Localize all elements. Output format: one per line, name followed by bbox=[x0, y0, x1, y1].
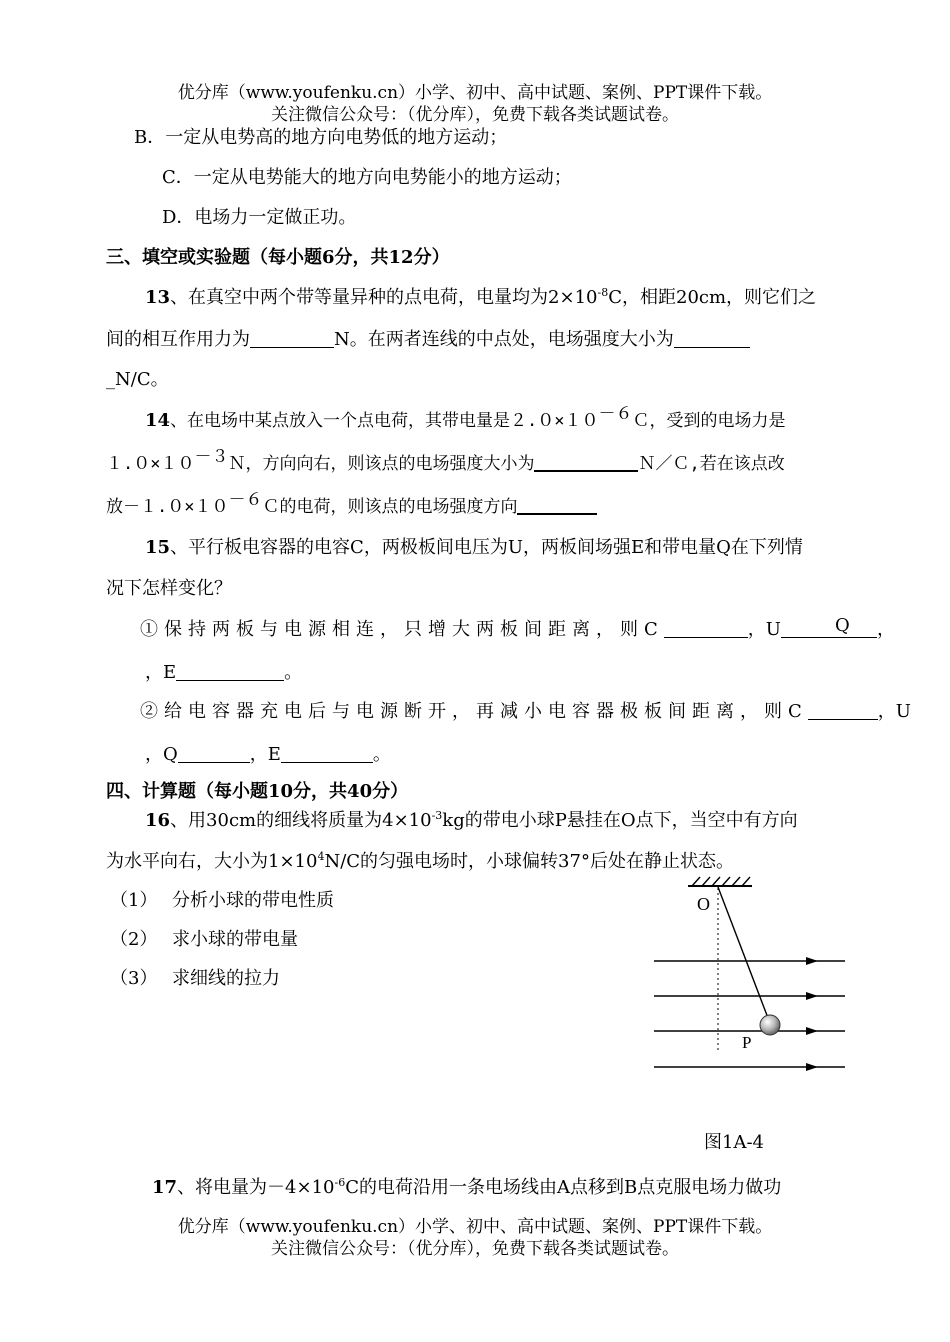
q16-line1 bbox=[145, 806, 798, 832]
string-line bbox=[718, 887, 768, 1018]
q15-case1-end: 。 bbox=[284, 662, 303, 683]
q15-line2: 况下怎样变化？ bbox=[106, 578, 232, 599]
q15-case1-u-label: ，U bbox=[747, 619, 781, 640]
section3-title: 三、填空或实验题（每小题6分，共12分） bbox=[106, 247, 450, 268]
q16-subitem-3-index: （3） bbox=[110, 968, 158, 989]
q14-exponent-3: －６ bbox=[228, 490, 263, 510]
q13-text-2: C，相距20cm，则它们之 bbox=[608, 287, 817, 308]
q14-text-2: Ｃ，受到的电场力是 bbox=[632, 411, 786, 431]
page-footer-line2: 关注微信公众号：（优分库），免费下载各类试题试卷。 bbox=[271, 1239, 679, 1259]
q17-text-1: 、将电量为－4×10 bbox=[177, 1177, 335, 1198]
q13-line1 bbox=[145, 283, 816, 309]
q17-exponent: -6 bbox=[334, 1176, 346, 1189]
q14-text-1: 、在电场中某点放入一个点电荷，其带电量是２.０×１０ bbox=[170, 411, 599, 431]
q15-case2-e-blank[interactable] bbox=[281, 744, 373, 763]
q15-case1-sep: ， bbox=[876, 619, 895, 640]
q17-number: 17 bbox=[152, 1177, 178, 1198]
q16-subitem-2-text: 求小球的带电量 bbox=[172, 929, 298, 950]
q17-line1 bbox=[152, 1173, 781, 1199]
q15-case2-text: ②给电容器充电后与电源断开，再减小电容器极板间距离，则C bbox=[140, 701, 808, 722]
q15-number: 15 bbox=[145, 537, 171, 558]
q15-case2-line2 bbox=[145, 740, 391, 766]
figure-caption: 图1A-4 bbox=[704, 1132, 764, 1153]
q13-text-1: 、在真空中两个带等量异种的点电荷，电量均为2×10 bbox=[170, 287, 598, 308]
q15-case1-line2 bbox=[145, 658, 302, 684]
q16-subitem-1-index: （1） bbox=[110, 890, 158, 911]
q15-case2-q-blank[interactable] bbox=[178, 744, 250, 763]
q15-case1-u-blank[interactable] bbox=[781, 619, 877, 638]
q14-text-7: Ｃ的电荷，则该点的电场强度方向 bbox=[262, 497, 518, 517]
q13-field-blank[interactable] bbox=[674, 329, 750, 348]
q17-text-2: C的电荷沿用一条电场线由A点移到B点克服电场力做功 bbox=[345, 1177, 782, 1198]
q16-subitem-1-text: 分析小球的带电性质 bbox=[172, 890, 334, 911]
q14-text-3: １.０×１０ bbox=[106, 454, 195, 474]
q16-exponent-1: -3 bbox=[431, 809, 443, 822]
q13-line2 bbox=[106, 325, 750, 351]
q13-force-blank[interactable] bbox=[250, 329, 334, 348]
q16-text-3: 为水平向右，大小为1×10 bbox=[106, 851, 318, 872]
q15-case2-end: 。 bbox=[372, 744, 391, 765]
q13-number: 13 bbox=[145, 287, 171, 308]
pendulum-figure bbox=[640, 870, 860, 1090]
q14-line1 bbox=[145, 406, 786, 431]
q12-option-c: C．一定从电势能大的地方向电势能小的地方运动； bbox=[162, 167, 572, 188]
q16-subitem-3 bbox=[110, 964, 280, 990]
q12-option-d: D．电场力一定做正功。 bbox=[162, 207, 357, 228]
q16-text-2: kg的带电小球P悬挂在O点下，当空中有方向 bbox=[442, 810, 798, 831]
q14-text-4: Ｎ，方向向右，则该点的电场强度大小为 bbox=[228, 454, 535, 474]
page-header-line2: 关注微信公众号：（优分库），免费下载各类试题试卷。 bbox=[271, 105, 679, 125]
q15-text-1: 、平行板电容器的电容C，两极板间电压为U，两板间场强E和带电量Q在下列情 bbox=[170, 537, 803, 558]
q12-option-b: B．一定从电势高的地方向电势低的地方运动； bbox=[134, 127, 508, 148]
section4-title: 四、计算题（每小题10分，共40分） bbox=[106, 781, 409, 802]
q16-subitem-2 bbox=[110, 925, 298, 951]
q16-subitem-2-index: （2） bbox=[110, 929, 158, 950]
q14-direction-blank[interactable] bbox=[517, 495, 597, 515]
q15-case2-c-blank[interactable] bbox=[808, 701, 878, 720]
q15-case2-e-label: ，E bbox=[249, 744, 281, 765]
field-arrows bbox=[806, 957, 818, 1071]
q16-text-4: N/C的匀强电场时，小球偏转37°后处在静止状态。 bbox=[324, 851, 734, 872]
q16-subitem-1 bbox=[110, 886, 334, 912]
q13-text-3: 间的相互作用力为 bbox=[106, 329, 250, 350]
q16-number: 16 bbox=[145, 810, 171, 831]
q14-exponent-2: －３ bbox=[194, 447, 229, 467]
q14-line2 bbox=[106, 449, 785, 474]
page-footer-line1: 优分库（www.youfenku.cn）小学、初中、高中试题、案例、PPT课件下载。 bbox=[177, 1217, 773, 1237]
q15-case1-text: ①保持两板与电源相连，只增大两板间距离，则C bbox=[140, 619, 664, 640]
q16-subitem-3-text: 求细线的拉力 bbox=[172, 968, 280, 989]
q14-number: 14 bbox=[145, 410, 171, 431]
q14-line3 bbox=[106, 492, 597, 517]
q16-text-1: 、用30cm的细线将质量为4×10 bbox=[170, 810, 432, 831]
page-header-line1: 优分库（www.youfenku.cn）小学、初中、高中试题、案例、PPT课件下载。 bbox=[177, 83, 773, 103]
q15-case1-line1 bbox=[140, 615, 895, 641]
label-p: P bbox=[742, 1033, 752, 1052]
q14-text-5: Ｎ／Ｃ,若在该点改 bbox=[638, 454, 785, 474]
q15-case2-u-label: ，U bbox=[877, 701, 911, 722]
ceiling-hatch bbox=[692, 877, 750, 886]
q13-line3: _N/C。 bbox=[106, 369, 169, 390]
q15-line1 bbox=[145, 533, 803, 559]
q14-field-blank[interactable] bbox=[534, 452, 638, 472]
q15-case1-e-label: ，E bbox=[145, 662, 177, 683]
q14-text-6: 放－１.０×１０ bbox=[106, 497, 229, 517]
q15-case2-line1 bbox=[140, 697, 911, 723]
q14-exponent-1: －６ bbox=[598, 404, 633, 424]
q13-text-4: N。在两者连线的中点处，电场强度大小为 bbox=[334, 329, 674, 350]
q15-case1-e-blank[interactable] bbox=[176, 662, 284, 681]
q16-exponent-2: 4 bbox=[317, 850, 325, 863]
label-o: O bbox=[697, 894, 710, 914]
q13-exponent: -8 bbox=[597, 286, 609, 299]
q15-case1-c-blank[interactable] bbox=[664, 619, 748, 638]
charged-ball bbox=[760, 1015, 780, 1035]
q15-case2-q-label: ，Q bbox=[145, 744, 178, 765]
q15-case1-q-label: Q bbox=[835, 615, 850, 636]
